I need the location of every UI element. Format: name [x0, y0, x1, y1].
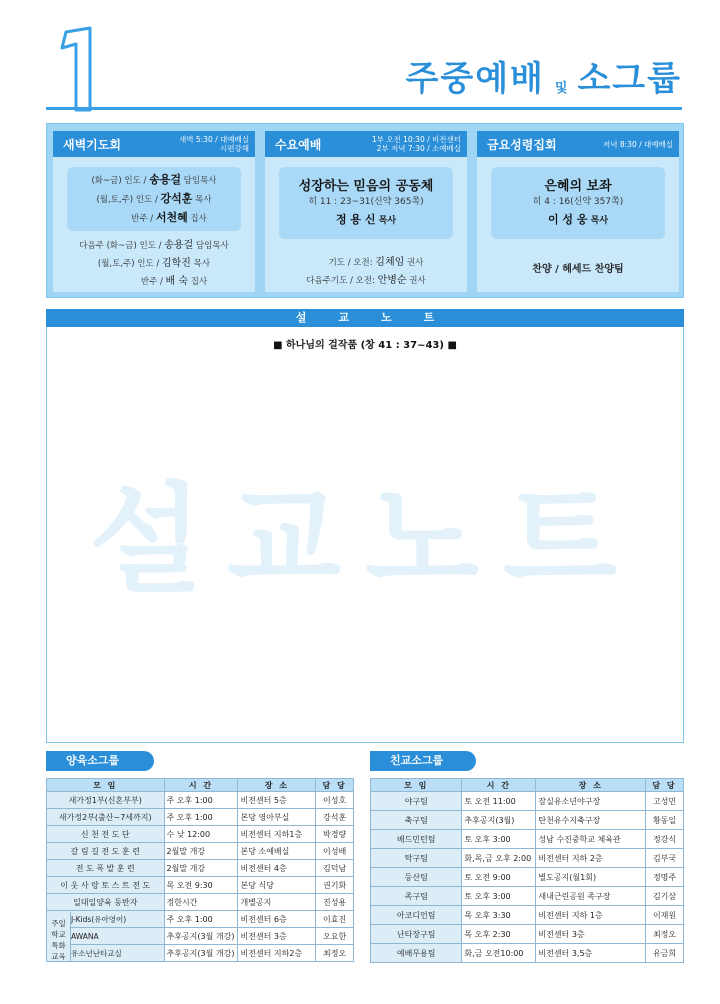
- group-time: 추후공지(3월 개강): [164, 928, 238, 945]
- group-name: 축구팀: [371, 811, 462, 830]
- group-place: 개별공지: [238, 894, 316, 911]
- table-row: [47, 877, 354, 894]
- group-name: 배드민턴팀: [371, 830, 462, 849]
- group-name: 이 웃 사 랑 토 스 트 전 도: [47, 877, 165, 894]
- fellowship-group-table: [370, 778, 684, 963]
- dawn-prayer-header: [53, 131, 255, 157]
- group-place: 별도공지(월1회): [536, 868, 646, 887]
- wednesday-prayer-2: 다음주기도 / 오전: 안병순 권사: [306, 275, 426, 286]
- group-name: 야구팀: [371, 792, 462, 811]
- group-leader: 최정오: [646, 925, 684, 944]
- group-place: 비전센터 6층: [238, 911, 316, 928]
- worship-panel: [46, 123, 684, 298]
- dawn-next-week: [53, 237, 255, 291]
- group-leader: 오요한: [316, 928, 354, 945]
- group-place: 비전센터 지하 2층: [536, 849, 646, 868]
- page-number: 1: [52, 11, 63, 30]
- group-place: 비전센터 5층: [238, 792, 316, 809]
- dawn-prayer-time: 새벽 5:30 / 대예배실 시편강해: [179, 135, 249, 153]
- group-place: 새내근린공원 족구장: [536, 887, 646, 906]
- group-leader: 권기화: [316, 877, 354, 894]
- table-row: [371, 830, 684, 849]
- group-time: 추후공지(3월 개강): [164, 945, 238, 962]
- group-name: 신 천 전 도 단: [47, 826, 165, 843]
- table-row: [47, 945, 354, 962]
- nurture-group-table: [46, 778, 354, 962]
- group-time: 토 오후 3:00: [462, 887, 536, 906]
- friday-service-header: [477, 131, 679, 157]
- group-place: 탄천유수지축구장: [536, 811, 646, 830]
- school-education-label: 주일 학교 특화 교육: [47, 912, 71, 961]
- dawn-next-leader-2: (월,토,주) 인도 / 김학진 목사: [97, 258, 211, 269]
- wednesday-prayer-1: 기도 / 오전: 김체임 권사: [328, 257, 424, 268]
- group-time: 2월말 개강: [164, 843, 238, 860]
- group-name-text: J-Kids(유아영어): [71, 914, 127, 924]
- group-place: 잠실유소년야구장: [536, 792, 646, 811]
- nurture-table-header: [47, 779, 354, 792]
- group-place: 본당 소예배실: [238, 843, 316, 860]
- dawn-next-leader-1: 다음주 (화~금) 인도 / 송용걸 담임목사: [79, 240, 229, 251]
- friday-service-box: [477, 131, 679, 292]
- column-header: 담 당: [646, 779, 684, 792]
- fellowship-group-tag: 친교소그룹: [370, 751, 476, 771]
- table-row: [371, 887, 684, 906]
- friday-sermon-title: 은혜의 보좌: [544, 179, 612, 194]
- table-row: [47, 894, 354, 911]
- group-time: 주 오후 1:00: [164, 809, 238, 826]
- group-name: 등산팀: [371, 868, 462, 887]
- group-leader: 황동일: [646, 811, 684, 830]
- group-leader: 진성용: [316, 894, 354, 911]
- column-header: 시 간: [462, 779, 536, 792]
- group-leader: 박경량: [316, 826, 354, 843]
- group-time: 2월말 개강: [164, 860, 238, 877]
- table-row: [371, 849, 684, 868]
- group-place: 비전센터 3,5층: [536, 944, 646, 963]
- column-header: 담 당: [316, 779, 354, 792]
- fellowship-table-header: [371, 779, 684, 792]
- table-row: [371, 792, 684, 811]
- nurture-group-tag: 양육소그룹: [46, 751, 154, 771]
- group-leader: 강석훈: [316, 809, 354, 826]
- table-row: [47, 928, 354, 945]
- group-place: 성남 수진중학교 체육관: [536, 830, 646, 849]
- table-row: [47, 911, 354, 928]
- table-row: [371, 925, 684, 944]
- group-time: 목 오후 2:30: [462, 925, 536, 944]
- friday-service-time: 저녁 8:30 / 대예배실: [603, 139, 673, 149]
- table-row: [47, 826, 354, 843]
- group-time: 추후공지(3월): [462, 811, 536, 830]
- friday-preacher: 이 성 웅 목사: [547, 213, 609, 226]
- table-row: [47, 809, 354, 826]
- group-leader: 김부국: [646, 849, 684, 868]
- group-place: 본당 식당: [238, 877, 316, 894]
- wednesday-scripture: 히 11 : 23~31(신약 365쪽): [308, 197, 424, 207]
- group-leader: 최정오: [316, 945, 354, 962]
- wednesday-service-header: [265, 131, 467, 157]
- wednesday-preacher: 정 용 신 목사: [335, 213, 397, 226]
- group-time: 목 오후 3:30: [462, 906, 536, 925]
- table-row: [371, 868, 684, 887]
- group-name: 일대일양육 동반자: [47, 894, 165, 911]
- group-leader: 김덕남: [316, 860, 354, 877]
- wednesday-prayer: [265, 254, 467, 290]
- group-name: 탁구팀: [371, 849, 462, 868]
- table-row: [47, 843, 354, 860]
- group-place: 비전센터 4층: [238, 860, 316, 877]
- table-row: [47, 860, 354, 877]
- sermon-note-header: 설교노트: [46, 309, 684, 327]
- title-divider: [46, 107, 682, 110]
- title-left: 주중예배: [405, 59, 545, 99]
- table-row: [47, 792, 354, 809]
- group-time: 토 오후 3:00: [462, 830, 536, 849]
- group-place: 비전센터 지하1층: [238, 826, 316, 843]
- group-time: 정한시간: [164, 894, 238, 911]
- title-right: 소그룹: [577, 59, 682, 99]
- wednesday-service-time: 1부 오전 10:30 / 비전센터 2부 저녁 7:30 / 소예배실: [371, 135, 461, 153]
- wednesday-sermon-title: 성장하는 믿음의 공동체: [298, 179, 434, 194]
- group-leader: 정강식: [646, 830, 684, 849]
- column-header: 모 임: [371, 779, 462, 792]
- group-leader: 김기삼: [646, 887, 684, 906]
- group-name: 예배무용팀: [371, 944, 462, 963]
- dawn-accompanist: 반주 / 서천혜 집사: [131, 211, 207, 224]
- sermon-scripture: ■ 하나님의 걸작품 (창 41 : 37~43) ■: [273, 340, 457, 351]
- sermon-note-area: [46, 327, 684, 743]
- wednesday-service-box: [265, 131, 467, 292]
- friday-scripture: 히 4 : 16(신약 357쪽): [532, 197, 624, 207]
- group-name: 갈 림 길 전 도 훈 련: [47, 843, 165, 860]
- group-place: 본당 영아부실: [238, 809, 316, 826]
- dawn-leader-1: (화~금) 인도 / 송용걸 담임목사: [91, 173, 217, 186]
- dawn-leaders: [67, 167, 241, 231]
- group-leader: 고성민: [646, 792, 684, 811]
- column-header: 시 간: [164, 779, 238, 792]
- title-conj: 및: [554, 81, 568, 96]
- group-name: 새가정2부(출산~7세까지): [47, 809, 165, 826]
- friday-service-title: 금요성령집회: [487, 137, 557, 152]
- group-place: 비전센터 지하2층: [238, 945, 316, 962]
- page-title: [406, 56, 683, 102]
- table-row: [371, 811, 684, 830]
- wednesday-service-title: 수요예배: [275, 137, 322, 152]
- column-header: 장 소: [536, 779, 646, 792]
- column-header: 장 소: [238, 779, 316, 792]
- group-leader: 이재원: [646, 906, 684, 925]
- group-name: 전 도 폭 발 훈 련: [47, 860, 165, 877]
- group-time: 토 오전 9:00: [462, 868, 536, 887]
- group-name: 난타장구팀: [371, 925, 462, 944]
- group-leader: 이성배: [316, 843, 354, 860]
- group-time: 목 오전 9:30: [164, 877, 238, 894]
- group-time: 화,목,금 오후 2:00: [462, 849, 536, 868]
- wednesday-sermon: [279, 167, 453, 239]
- table-row: [371, 906, 684, 925]
- group-place: 비전센터 3층: [536, 925, 646, 944]
- group-time: 주 오후 1:00: [164, 792, 238, 809]
- group-leader: 유금희: [646, 944, 684, 963]
- group-name-text: AWANA: [71, 931, 99, 941]
- column-header: 모 임: [47, 779, 165, 792]
- group-leader: 이효진: [316, 911, 354, 928]
- group-time: 수 낮 12:00: [164, 826, 238, 843]
- table-row: [371, 944, 684, 963]
- group-name: 족구팀: [371, 887, 462, 906]
- page-number-graphic: [52, 11, 98, 112]
- friday-praise-team: 찬양 / 헤세드 찬양팀: [532, 264, 624, 275]
- group-name-text: 유소년난타교실: [71, 948, 122, 958]
- group-name: 새가정1부(신혼부부): [47, 792, 165, 809]
- group-time: 화,금 오전10:00: [462, 944, 536, 963]
- group-name: 아코디언팀: [371, 906, 462, 925]
- group-time: 토 오전 11:00: [462, 792, 536, 811]
- dawn-leader-2: (월,토,주) 인도 / 강석훈 목사: [96, 192, 212, 205]
- dawn-prayer-title: 새벽기도회: [63, 137, 121, 152]
- group-leader: 이성호: [316, 792, 354, 809]
- sermon-note-watermark: 설교노트: [89, 471, 641, 609]
- dawn-next-accompanist: 반주 / 배 숙 집사: [140, 276, 208, 287]
- group-leader: 정명주: [646, 868, 684, 887]
- group-time: 주 오후 1:00: [164, 911, 238, 928]
- group-place: 비전센터 3층: [238, 928, 316, 945]
- friday-sermon: [491, 167, 665, 239]
- group-place: 비전센터 지하 1층: [536, 906, 646, 925]
- dawn-prayer-box: [53, 131, 255, 292]
